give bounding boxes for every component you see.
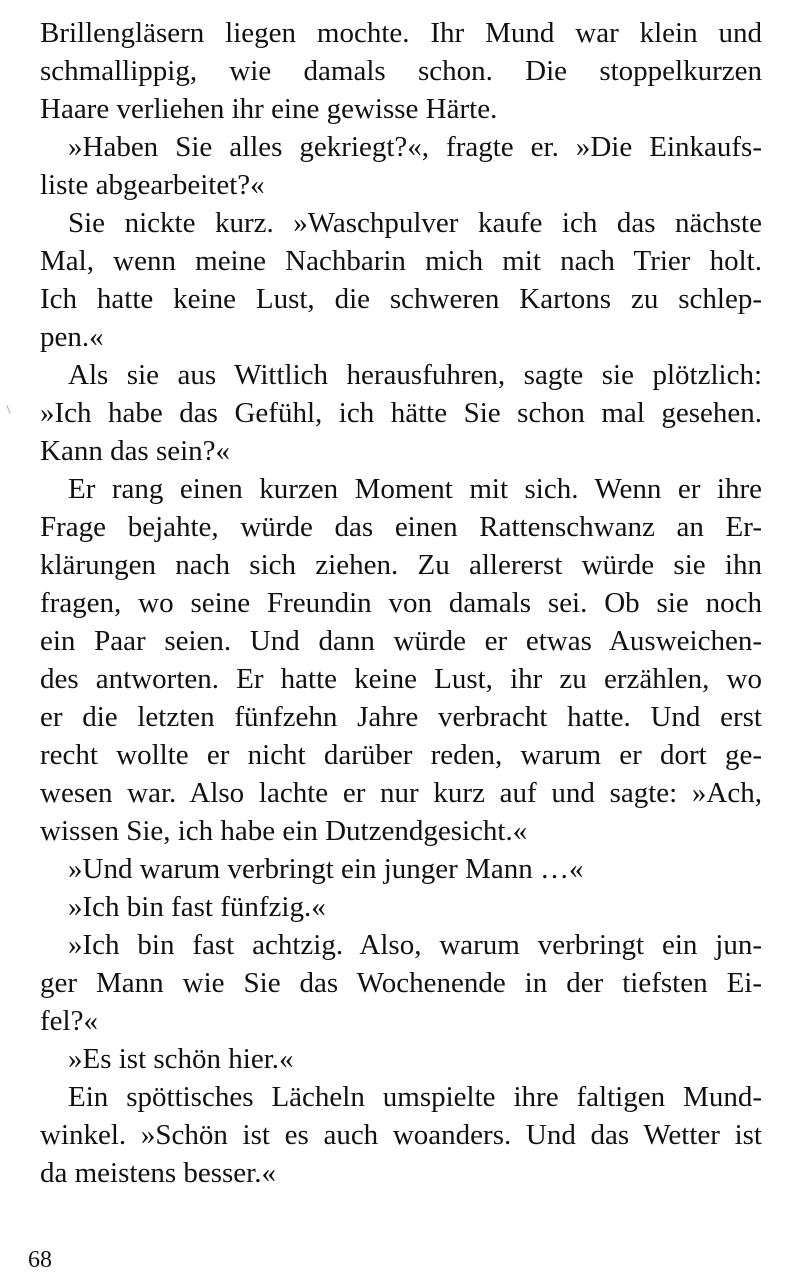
text-line-9: pen.« [40,321,104,353]
text-line-13: Er rang einen kurzen Moment mit sich. Wenn er ihre [68,473,762,505]
text-line-20: recht wollte er nicht darüber reden, warum er dort ge- [40,739,762,771]
text-line-24: »Ich bin fast fünfzig.« [68,891,326,923]
text-line-10: Als sie aus Wittlich herausfuhren, sagte sie plötzlich: [68,359,762,391]
text-line-8: Ich hatte keine Lust, die schweren Kartons zu schlep- [40,283,762,315]
text-line-1: Brillengläsern liegen mochte. Ihr Mund war klein und [40,17,762,49]
text-line-15: klärungen nach sich ziehen. Zu allererst würde sie ihn [40,549,762,581]
text-line-18: des antworten. Er hatte keine Lust, ihr zu erzählen, wo [40,663,762,695]
text-line-22: wissen Sie, ich habe ein Dutzendgesicht.« [40,815,528,847]
text-line-11: »Ich habe das Gefühl, ich hätte Sie schon mal gesehen. [40,397,762,429]
text-line-30: winkel. »Schön ist es auch woanders. Und das Wetter ist [40,1119,762,1151]
text-line-21: wesen war. Also lachte er nur kurz auf und sagte: »Ach, [40,777,762,809]
text-line-14: Frage bejahte, würde das einen Rattenschwanz an Er- [40,511,762,543]
text-line-5: liste abgearbeitet?« [40,169,265,201]
text-line-27: fel?« [40,1005,98,1037]
text-line-3: Haare verliehen ihr eine gewisse Härte. [40,93,498,125]
text-line-23: »Und warum verbringt ein junger Mann …« [68,853,584,885]
scan-speck [6,405,10,414]
text-line-6: Sie nickte kurz. »Waschpulver kaufe ich das nächste [68,207,762,239]
text-line-28: »Es ist schön hier.« [68,1043,294,1075]
text-line-7: Mal, wenn meine Nachbarin mich mit nach Trier holt. [40,245,762,277]
text-line-4: »Haben Sie alles gekriegt?«, fragte er. »Die Einkaufs- [68,131,762,163]
page-number: 68 [28,1247,52,1273]
text-line-19: er die letzten fünfzehn Jahre verbracht hatte. Und erst [40,701,762,733]
text-line-31: da meistens besser.« [40,1157,276,1189]
text-line-29: Ein spöttisches Lächeln umspielte ihre faltigen Mund- [68,1081,762,1113]
text-line-2: schmallippig, wie damals schon. Die stoppelkurzen [40,55,762,87]
text-line-17: ein Paar seien. Und dann würde er etwas Ausweichen- [40,625,762,657]
text-line-16: fragen, wo seine Freundin von damals sei. Ob sie noch [40,587,762,619]
text-line-26: ger Mann wie Sie das Wochenende in der tiefsten Ei- [40,967,762,999]
text-line-12: Kann das sein?« [40,435,231,467]
text-line-25: »Ich bin fast achtzig. Also, warum verbringt ein jun- [68,929,762,961]
